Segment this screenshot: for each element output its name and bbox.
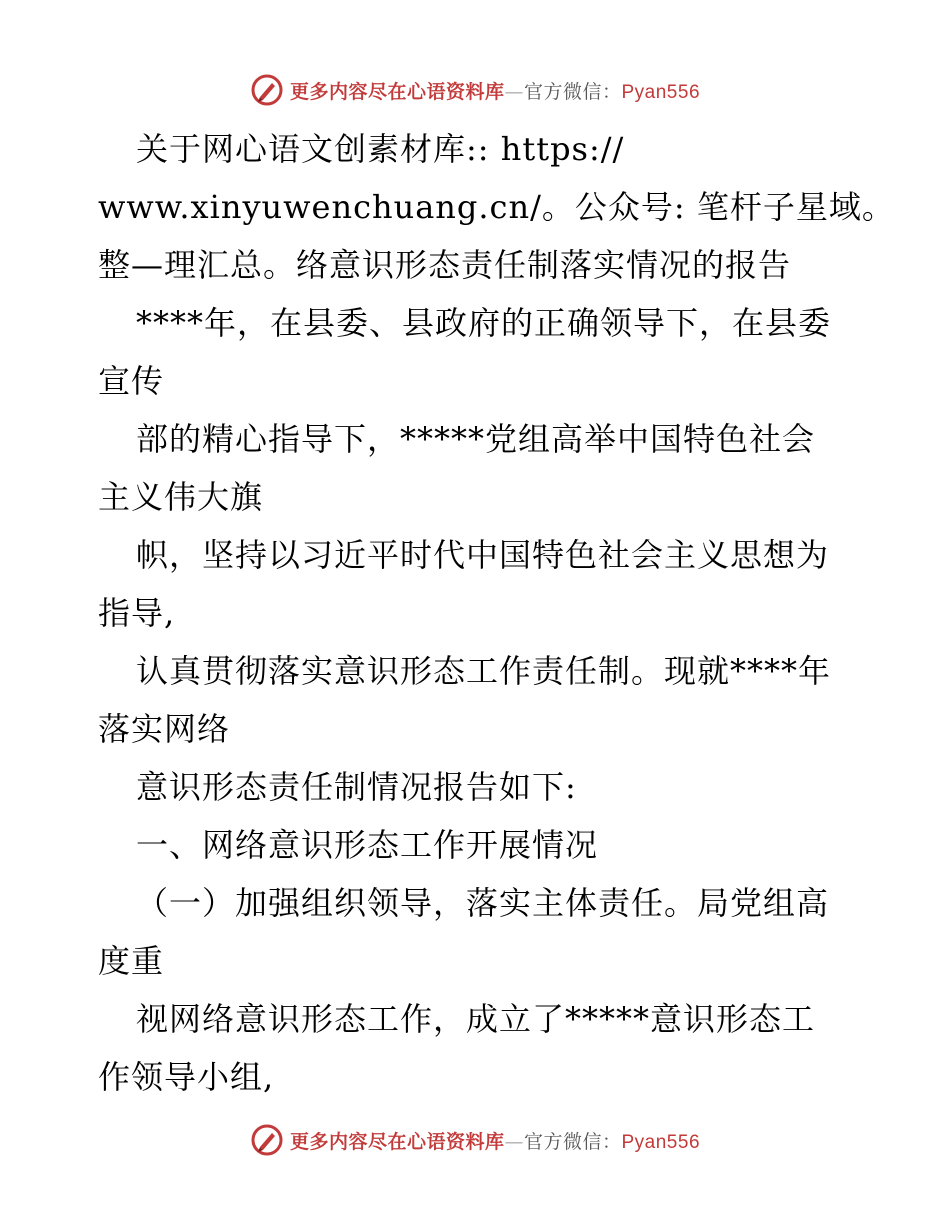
watermark-wechat-id: Pyan556 bbox=[621, 81, 701, 103]
text-line: （一）加强组织领导，落实主体责任。局党组高 bbox=[136, 884, 830, 922]
text-line: 指导, bbox=[98, 594, 176, 632]
watermark-main-text: 更多内容尽在心语资料库 bbox=[289, 80, 505, 103]
watermark-main-text: 更多内容尽在心语资料库 bbox=[289, 1130, 505, 1153]
text-line: 关于网心语文创素材库:: https:// bbox=[136, 130, 625, 168]
header-watermark-text bbox=[290, 77, 700, 104]
text-line: 认真贯彻落实意识形态工作责任制。现就****年 bbox=[136, 652, 832, 690]
text-line: 作领导小组, bbox=[98, 1058, 275, 1096]
pen-logo-icon bbox=[250, 73, 284, 107]
text-line: ****年，在县委、县政府的正确领导下，在县委 bbox=[136, 304, 832, 342]
document-body bbox=[98, 120, 895, 1106]
text-line: www.xinyuwenchuang.cn/。公众号: 笔杆子星域。 bbox=[98, 188, 895, 226]
text-line: 一、网络意识形态工作开展情况 bbox=[136, 826, 599, 864]
header-watermark bbox=[0, 70, 950, 110]
text-line: 落实网络 bbox=[98, 710, 231, 748]
watermark-wechat-id: Pyan556 bbox=[621, 1131, 701, 1153]
pen-logo-icon bbox=[250, 1123, 284, 1157]
watermark-separator: — bbox=[504, 1130, 524, 1153]
text-line: 整—理汇总。络意识形态责任制落实情况的报告 bbox=[98, 246, 792, 284]
watermark-official-label: 官方微信： bbox=[523, 80, 622, 103]
watermark-separator: — bbox=[504, 80, 524, 103]
text-line: 视网络意识形态工作，成立了*****意识形态工 bbox=[136, 1000, 816, 1038]
text-line: 主义伟大旗 bbox=[98, 478, 264, 516]
text-line: 宣传 bbox=[98, 362, 165, 400]
text-line: 意识形态责任制情况报告如下: bbox=[136, 768, 577, 806]
footer-watermark-inner bbox=[250, 1123, 700, 1157]
header-watermark-inner bbox=[250, 73, 700, 107]
footer-watermark bbox=[0, 1120, 950, 1160]
text-line: 度重 bbox=[98, 942, 165, 980]
text-line: 部的精心指导下，*****党组高举中国特色社会 bbox=[136, 420, 816, 458]
watermark-official-label: 官方微信： bbox=[523, 1130, 622, 1153]
text-line: 帜，坚持以习近平时代中国特色社会主义思想为 bbox=[136, 536, 830, 574]
footer-watermark-text bbox=[290, 1127, 700, 1154]
